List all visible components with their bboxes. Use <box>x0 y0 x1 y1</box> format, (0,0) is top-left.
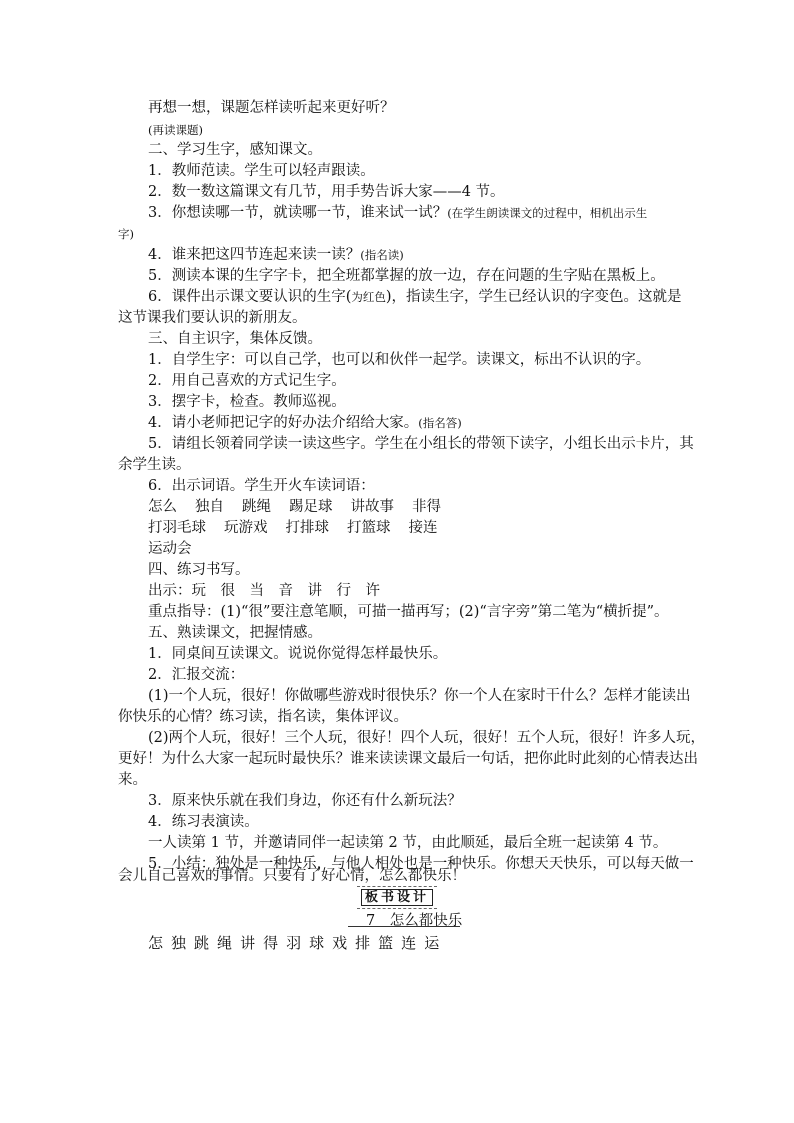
word-item: 讲故事 <box>350 499 394 515</box>
paragraph-line: 6．课件出示课文要认识的生字(为红色)，指读生字，学生已经认识的字变色。这就是 <box>148 289 682 305</box>
paragraph-line: (2)两个人玩，很好！三个人玩，很好！四个人玩，很好！五个人玩，很好！许多人玩， <box>148 730 706 746</box>
board-character: 戏 <box>332 934 348 952</box>
board-character: 连 <box>401 934 417 952</box>
divider <box>348 926 460 927</box>
paragraph-line: 5．测读本课的生字字卡，把全班都掌握的放一边，存在问题的生字贴在黑板上。 <box>148 268 665 284</box>
paragraph-line: 3．原来快乐就在我们身边，你还有什么新玩法？ <box>148 793 462 809</box>
word-list-row: 运动会 <box>148 541 192 557</box>
teaching-note: (在学生朗读课文的过程中，相机出示生 <box>447 206 648 220</box>
board-design-label <box>357 888 437 906</box>
word-item: 怎么 <box>148 499 177 515</box>
paragraph-line: 1．教师范读。学生可以轻声跟读。 <box>148 163 375 179</box>
word-item: 打羽毛球 <box>148 520 206 536</box>
word-item: 打篮球 <box>347 520 391 536</box>
paragraph-line: 会儿自己喜欢的事情。只要有了好心情，怎么都快乐！ <box>118 868 466 884</box>
teaching-note: (指名答) <box>418 416 462 430</box>
section-heading: 五、熟读课文，把握情感。 <box>148 625 322 641</box>
board-design-title: 板书设计 <box>361 889 433 906</box>
board-character: 运 <box>424 934 440 952</box>
board-character: 怎 <box>148 934 164 952</box>
paragraph-line: 3．你想读哪一节，就读哪一节，谁来试一试？(在学生朗读课文的过程中，相机出示生 <box>148 205 648 221</box>
board-character: 讲 <box>240 934 256 952</box>
paragraph-line: 重点指导：(1)“很”要注意笔顺，可描一描再写；(2)“言字旁”第二笔为“横折提”。 <box>148 604 669 620</box>
paragraph-line: 一人读第 1 节，并邀请同伴一起读第 2 节，由此顺延，最后全班一起读第 4 节。 <box>148 835 668 851</box>
board-character-list <box>148 932 447 953</box>
paragraph-line: 5．小结：独处是一种快乐，与他人相处也是一种快乐。你想天天快乐，可以每天做一 <box>148 856 694 872</box>
board-character: 得 <box>263 934 279 952</box>
word-item: 玩游戏 <box>224 520 268 536</box>
word-item: 非得 <box>412 499 441 515</box>
paragraph-line: 1．同桌间互读课文。说说你觉得怎样最快乐。 <box>148 646 448 662</box>
board-lesson-title: 7 怎么都快乐 <box>366 913 463 929</box>
paragraph-line: 更好！为什么大家一起玩时最快乐？谁来读读课文最后一句话，把你此时此刻的心情表达出 <box>118 751 698 767</box>
paragraph-line: 这节课我们要认识的新朋友。 <box>118 310 307 326</box>
paragraph-line: 2．汇报交流： <box>148 667 245 683</box>
teaching-note: (再读课题) <box>148 123 203 137</box>
paragraph-line: 4．谁来把这四节连起来读一读？(指名读) <box>148 247 404 263</box>
board-character: 绳 <box>217 934 233 952</box>
board-character: 跳 <box>194 934 210 952</box>
section-heading: 四、练习书写。 <box>148 562 250 578</box>
word-list-row <box>148 518 456 538</box>
paragraph-line: 6．出示词语。学生开火车读词语： <box>148 478 375 494</box>
teaching-note: 为红色 <box>351 290 386 304</box>
paragraph-line: 5．请组长领着同学读一读这些字。学生在小组长的带领下读字，小组长出示卡片，其 <box>148 436 694 452</box>
paragraph-line: 出示：玩 很 当 音 讲 行 许 <box>148 583 380 599</box>
paragraph-line: 2．用自己喜欢的方式记生字。 <box>148 373 346 389</box>
word-item: 打排球 <box>285 520 329 536</box>
board-character: 篮 <box>378 934 394 952</box>
paragraph-line: 2．数一数这篇课文有几节，用手势告诉大家——4 节。 <box>148 184 505 200</box>
section-heading: 二、学习生字，感知课文。 <box>148 142 322 158</box>
board-character: 独 <box>171 934 187 952</box>
word-item: 接连 <box>408 520 438 536</box>
teaching-note: (指名读) <box>360 248 404 262</box>
word-item: 跳绳 <box>242 499 271 515</box>
word-item: 独自 <box>195 499 224 515</box>
word-item: 踢足球 <box>289 499 333 515</box>
section-heading: 三、自主识字，集体反馈。 <box>148 331 322 347</box>
paragraph-line: 1．自学生字：可以自己学，也可以和伙伴一起学。读课文，标出不认识的字。 <box>148 352 651 368</box>
paragraph-line: 再想一想，课题怎样读听起来更好听？ <box>148 100 395 116</box>
paragraph-line: (1)一个人玩，很好！你做哪些游戏时很快乐？你一个人在家时干什么？怎样才能读出 <box>148 688 691 704</box>
paragraph-line: 3．摆字卡，检查。教师巡视。 <box>148 394 346 410</box>
board-character: 羽 <box>286 934 302 952</box>
board-character: 排 <box>355 934 371 952</box>
decorative-dots <box>357 886 437 887</box>
teaching-note: 字) <box>118 227 134 241</box>
paragraph-line: 你快乐的心情？练习读，指名读，集体评议。 <box>118 709 408 725</box>
board-character: 球 <box>309 934 325 952</box>
word-list-row <box>148 497 459 517</box>
paragraph-line: 余学生读。 <box>118 457 191 473</box>
paragraph-line: 来。 <box>118 772 147 788</box>
paragraph-line: 4．请小老师把记字的好办法介绍给大家。(指名答) <box>148 415 462 431</box>
paragraph-line: 4．练习表演读。 <box>148 814 259 830</box>
